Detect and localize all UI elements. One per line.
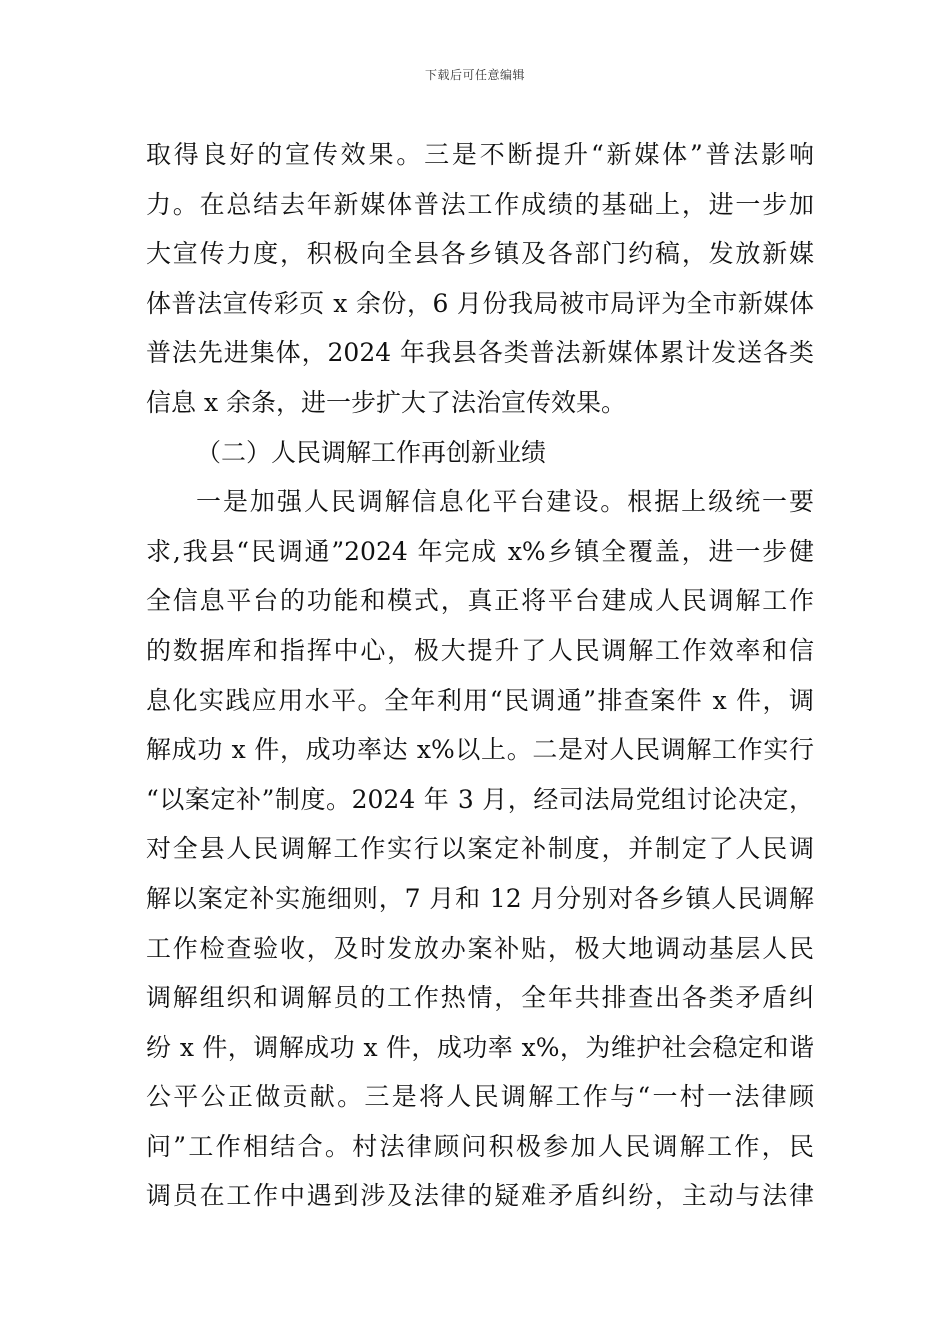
text-line: 的数据库和指挥中心，极大提升了人民调解工作效率和信 [146, 635, 814, 665]
text-line: 体普法宣传彩页 x 余份，6 月份我局被市局评为全市新媒体 [146, 288, 814, 318]
text-line: 求,我县“民调通”2024 年完成 x%乡镇全覆盖，进一步健 [146, 536, 814, 566]
document-body [146, 130, 814, 1221]
header-note: 下载后可任意编辑 [424, 68, 525, 82]
paragraph-first-line: 一是加强人民调解信息化平台建设。根据上级统一要 [196, 487, 814, 517]
text-line: 调解组织和调解员的工作热情，全年共排查出各类矛盾纠 [146, 983, 814, 1013]
text-line: 全信息平台的功能和模式，真正将平台建成人民调解工作 [146, 586, 814, 616]
text-line: 问”工作相结合。村法律顾问积极参加人民调解工作，民 [146, 1131, 814, 1161]
text-line: 解以案定补实施细则，7 月和 12 月分别对各乡镇人民调解 [146, 883, 814, 913]
text-line: 纷 x 件，调解成功 x 件，成功率 x%，为维护社会稳定和谐 [146, 1032, 814, 1062]
text-line: 普法先进集体，2024 年我县各类普法新媒体累计发送各类 [146, 338, 814, 368]
text-line: 对全县人民调解工作实行以案定补制度，并制定了人民调 [146, 834, 814, 864]
section-heading: （二）人民调解工作再创新业绩 [196, 437, 547, 467]
text-line: 力。在总结去年新媒体普法工作成绩的基础上，进一步加 [146, 189, 814, 219]
text-line: 调员在工作中遇到涉及法律的疑难矛盾纠纷，主动与法律 [146, 1181, 814, 1211]
text-line: 取得良好的宣传效果。三是不断提升“新媒体”普法影响 [146, 140, 814, 169]
text-line: 息化实践应用水平。全年利用“民调通”排查案件 x 件，调 [146, 685, 814, 715]
text-line: “以案定补”制度。2024 年 3 月，经司法局党组讨论决定， [146, 784, 814, 814]
text-line: 工作检查验收，及时发放办案补贴，极大地调动基层人民 [146, 933, 814, 963]
text-line: 大宣传力度，积极向全县各乡镇及各部门约稿，发放新媒 [146, 239, 814, 269]
text-line: 解成功 x 件，成功率达 x%以上。二是对人民调解工作实行 [146, 735, 814, 765]
text-line: 公平公正做贡献。三是将人民调解工作与“一村一法律顾 [146, 1082, 814, 1112]
text-line: 信息 x 余条，进一步扩大了法治宣传效果。 [146, 387, 626, 417]
